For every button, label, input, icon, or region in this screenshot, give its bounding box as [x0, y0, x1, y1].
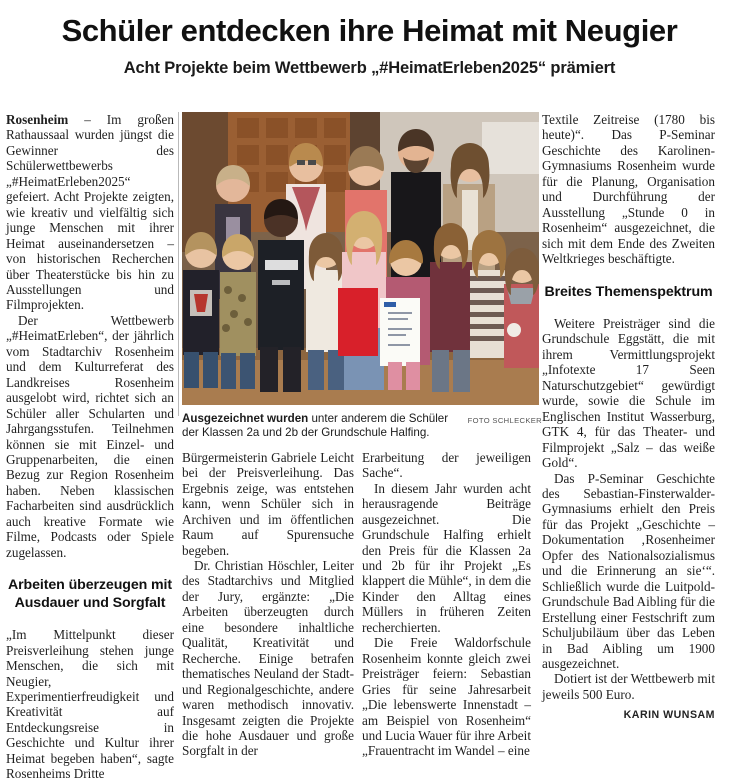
caption-lead: Ausgezeichnet wurden: [182, 412, 309, 425]
photo-block: [182, 112, 542, 782]
paragraph: Die Freie Waldorfschule Rosenheim konnte gleich zwei Preisträger feiern: Sebastian Gries für seine Jahresarbeit „Die lebenswerte Innenstadt – am Beispiel von Rosenheim“ und Lucia Wauer für ihre Arbeit „Frauentracht im Wandel – eine: [362, 635, 531, 759]
page-subtitle: Acht Projekte beim Wettbewerb „#HeimatErleben2025“ prämiert: [123, 59, 616, 77]
section-heading-themenspektrum: Breites Themenspektrum: [544, 283, 713, 300]
paragraph: Erarbeitung der jeweiligen Sache“.: [362, 449, 531, 481]
paragraph: Dotiert ist der Wettbewerb mit jeweils 500 Euro.: [542, 671, 715, 702]
column-4: [542, 112, 723, 782]
group-photo-illustration: [182, 112, 539, 405]
paragraph: Dr. Christian Höschler, Leiter des Stadtarchivs und Mitglied der Jury, ergänzte: „Die Arbeiten überzeugten durch eine besondere inhaltliche Qualität, Kreativität und Recherche. Einige betrafen thematisches Neuland der Stadt- und Regionalgeschichte, andere waren methodisch innovativ. Insgesamt zeigten die Projekte die hohe Ausdauer und große Sorgfalt in der: [182, 557, 354, 759]
column-2: [182, 450, 362, 759]
certificate-white: [380, 298, 420, 366]
column-3: [362, 450, 539, 759]
paragraph: In diesem Jahr wurden acht herausragende Beiträge ausgezeichnet. Die Grundschule Halfing erhielt den Preis für die Klassen 2a und 2b für ihr Projekt „Es klappert die Mühle“, in dem die Kinder den Alltag eines Müllers in früheren Zeiten recherchierten.: [362, 480, 531, 635]
paragraph: „Im Mittelpunkt dieser Preisverleihung stehen junge Menschen, die sich mit Neugier, Experimentierfreudigkeit und Kreativität auf Entdeckungsreise in Geschichte und Kultur ihrer Heimat begeben haben“, sagte Rosenheims Dritte: [6, 627, 174, 782]
lead-paragraph-text: – Im großen Rathaussaal wurden jüngst die Gewinner des Schülerwettbewerbs „#HeimatErleben2025“ gefeiert. Acht Projekte zeigten, wie kreativ und vielfältig sich junge Menschen mit ihrer Heimat auseinandersetzen – von historischen Recherchen über Theaterstücke bis hin zu Ausstellungen und Filmprojekten.: [6, 112, 174, 313]
paragraph: Weitere Preisträger sind die Grundschule Eggstätt, die mit ihrem Vermittlungsprojekt „Infotexte 17 Seen Naturschutzgebiet“ gewürdigt wurde, sowie die Schule im Englischen Institut Wasserburg, GTK 4, für das Theater- und Filmprojekt „Salz – das weiße Gold“.: [542, 316, 715, 471]
byline: KARIN WUNSAM: [623, 709, 715, 722]
page-title: Schüler entdecken ihre Heimat mit Neugier: [61, 13, 678, 48]
certificate-red: [338, 288, 378, 356]
paragraph: Das P-Seminar Geschichte des Sebastian-Finsterwalder-Gymnasiums erhielt den Preis für das Projekt „Geschichte – Dokumentation ‚Rosenheimer Opfer des Nationalsozialismus und die Erinnerung an sie‘“. Schließlich wurde die Luitpold-Grundschule Bad Aibling für die Erstellung einer Festschrift zum Schuljubiläum über das Leben in Bad Aibling um 1900 ausgezeichnet.: [542, 470, 715, 671]
lead-paragraph: [6, 112, 174, 313]
article-photo: [182, 112, 539, 405]
article-columns: [6, 112, 733, 782]
photo-caption: [182, 412, 542, 441]
section-heading-ausdauer: Arbeiten überzeugen mit Ausdauer und Sorgfalt: [7, 577, 173, 611]
column-1: [6, 112, 182, 782]
child-9: [504, 248, 539, 368]
paragraph: Der Wettbewerb „#HeimatErleben“, der jährlich vom Stadtarchiv Rosenheim und dem Kulturreferat des Landkreises Rosenheim ausgelobt wird, richtet sich an Schüler aller Schularten und Jahrgangsstufen. Teilnehmen können sie mit Einzel- und Gruppenarbeiten, die einen Bezug zur Region Rosenheim haben. Neben klassischen Facharbeiten sind ausdrücklich auch kreative Formate wie Filme, Podcasts oder Spiele zugelassen.: [6, 312, 174, 560]
columns-under-photo: [182, 450, 542, 759]
paragraph: Textile Zeitreise (1780 bis heute)“. Das P-Seminar Geschichte des Karolinen-Gymnasiums Rosenheim wurde für die Planung, Organisation und Durchführung der Ausstellung „Stunde 0 in Rosenheim“ ausgezeichnet, die sich mit dem Ende des Zweiten Weltkrieges beschäftigte.: [542, 112, 715, 267]
photo-credit: FOTO SCHLECKER: [467, 416, 542, 425]
paragraph: Bürgermeisterin Gabriele Leicht bei der Preisverleihung. Das Ergebnis zeige, was entstehen kann, wenn Schüler sich in Archiven und im öffentlichen Raum auf Spurensuche begeben.: [182, 449, 354, 558]
dateline: Rosenheim: [6, 112, 69, 127]
caption-text: unter anderem die Schüler der Klassen 2a und 2b der Grundschule Halfing.: [182, 412, 449, 440]
newspaper-page: [0, 14, 739, 782]
